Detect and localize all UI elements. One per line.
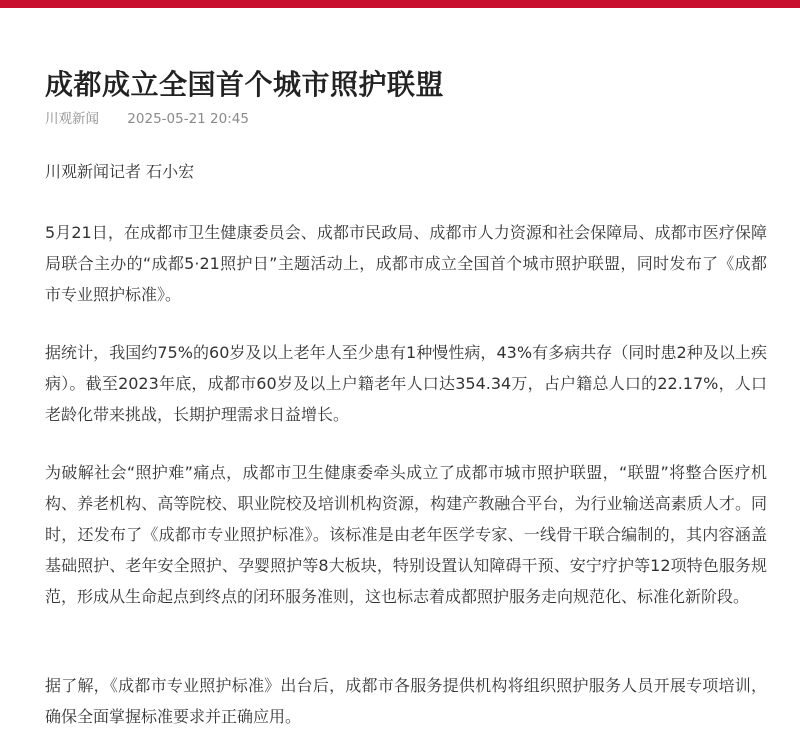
article-byline: 川观新闻记者 石小宏 [45, 162, 195, 181]
article-meta [45, 107, 249, 127]
article-paragraph-4: 据了解，《成都市专业照护标准》出台后，成都市各服务提供机构将组织照护服务人员开展专项培训，确保全面掌握标准要求并正确应用。 [45, 676, 767, 726]
article-paragraph-2: 据统计，我国约75%的60岁及以上老年人至少患有1种慢性病，43%有多病共存（同时患2种及以上疾病）。截至2023年底，成都市60岁及以上户籍老年人口达354.34万，占户籍总人口的22.17%，人口老龄化带来挑战，长期护理需求日益增长。 [45, 343, 767, 424]
article-date: 2025-05-21 20:45 [127, 111, 249, 127]
top-accent-bar [0, 0, 800, 8]
article-title: 成都成立全国首个城市照护联盟 [45, 67, 445, 101]
article-paragraph-3: 为破解社会“照护难”痛点，成都市卫生健康委牵头成立了成都市城市照护联盟，“联盟”将整合医疗机构、养老机构、高等院校、职业院校及培训机构资源，构建产教融合平台，为行业输送高素质人才。同时，还发布了《成都市专业照护标准》。该标准是由老年医学专家、一线骨干联合编制的，其内容涵盖基础照护、老年安全照护、孕婴照护等8大板块，特别设置认知障碍干预、安宁疗护等12项特色服务规范，形成从生命起点到终点的闭环服务准则，这也标志着成都照护服务走向规范化、标准化新阶段。 [45, 463, 767, 606]
article-source[interactable]: 川观新闻 [45, 111, 99, 127]
article-paragraph-1: 5月21日，在成都市卫生健康委员会、成都市民政局、成都市人力资源和社会保障局、成都市医疗保障局联合主办的“成都5·21照护日”主题活动上，成都市成立全国首个城市照护联盟，同时发布了《成都市专业照护标准》。 [45, 223, 767, 304]
